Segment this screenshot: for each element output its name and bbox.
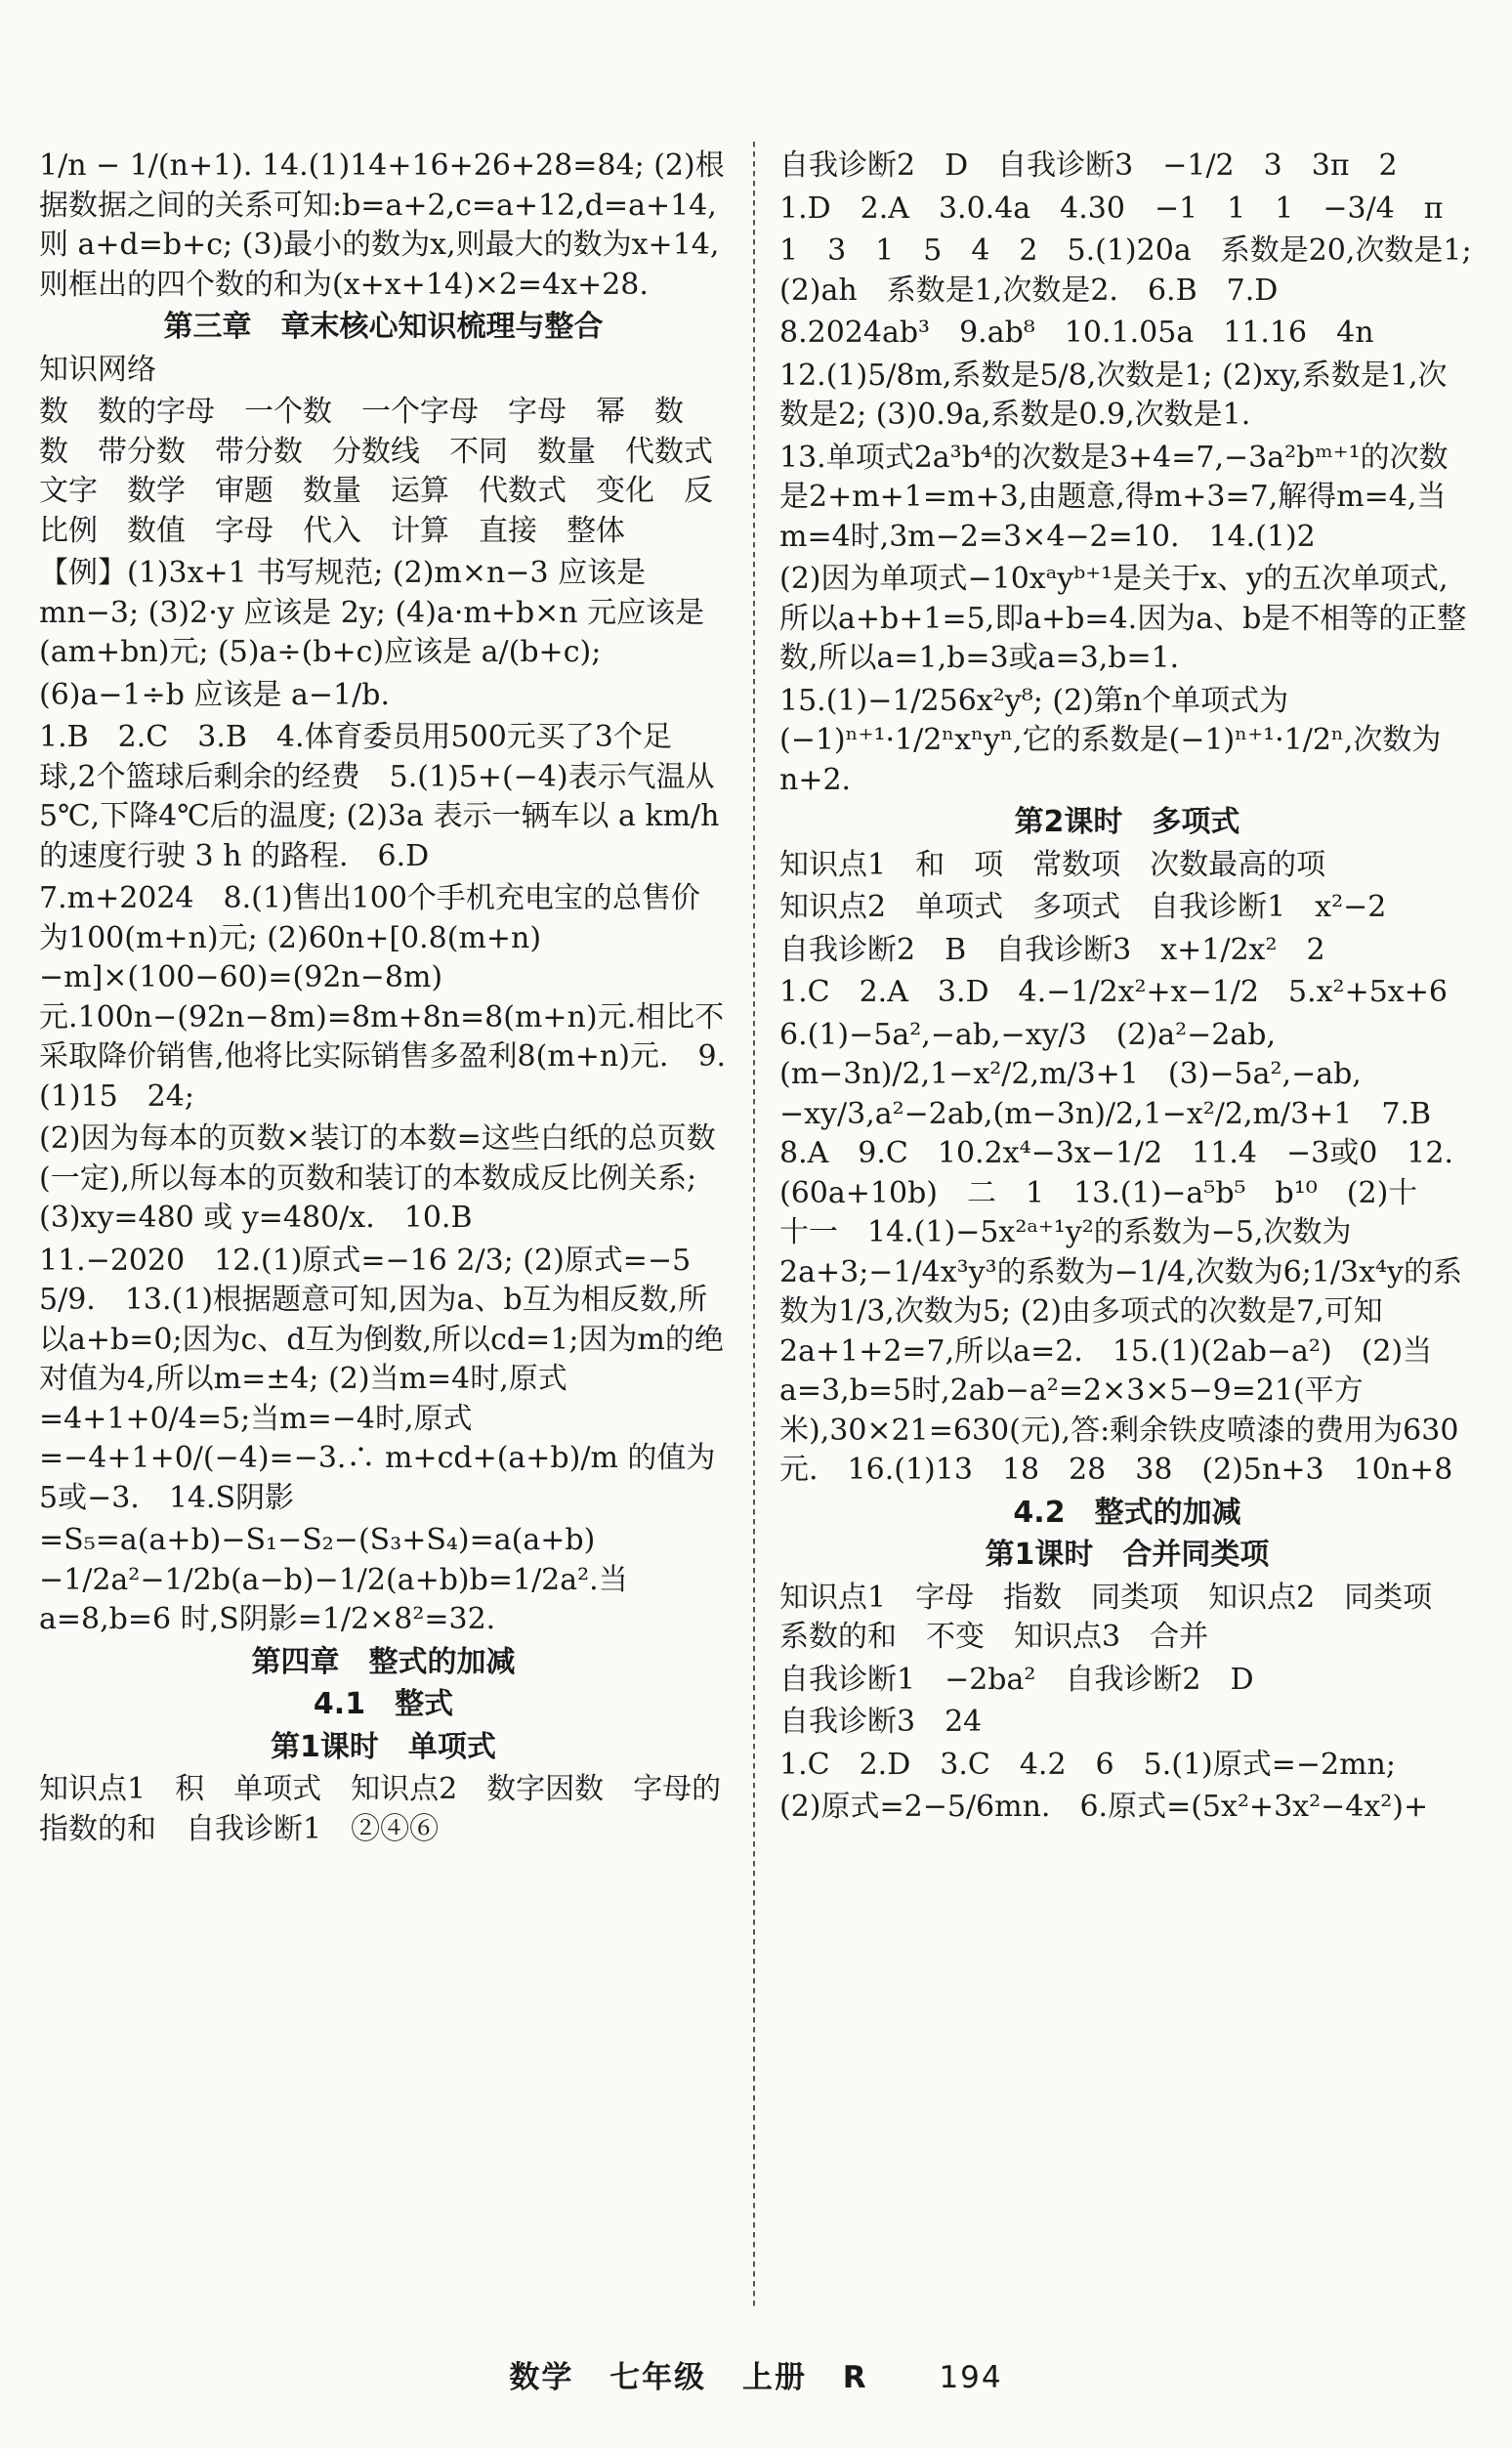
answer-paragraph: 12.(1)5/8m,系数是5/8,次数是1; (2)xy,系数是1,次数是2; (3)0.9a,系数是0.9,次数是1. xyxy=(779,358,1448,432)
answer-paragraph: 自我诊断2 D 自我诊断3 −1/2 3 3π 2 xyxy=(779,148,1398,183)
section-heading: 第2课时 多项式 xyxy=(1014,805,1240,839)
answer-paragraph: 1.D 2.A 3.0.4a 4.30 −1 1 1 −3/4 π xyxy=(779,190,1444,226)
answer-paragraph: 知识点1 积 单项式 知识点2 数字因数 字母的指数的和 自我诊断1 ②④⑥ xyxy=(39,1772,722,1846)
answer-paragraph: 13.单项式2a³b⁴的次数是3+4=7,−3a²bᵐ⁺¹的次数是2+m+1=m+3,由题意,得m+3=7,解得m=4,当m=4时,3m−2=3×4−2=10. 14.(1)2 xyxy=(779,440,1449,554)
section-heading: 第四章 整式的加减 xyxy=(251,1644,516,1679)
answer-paragraph: 1 3 1 5 4 2 5.(1)20a 系数是20,次数是1; (2)ah 系数是1,次数是2. 6.B 7.D xyxy=(779,233,1472,308)
answer-paragraph: (2)因为每本的页数×装订的本数=这些白纸的总页数(一定),所以每本的页数和装订的本数成反比例关系; (3)xy=480 或 y=480/x. 10.B xyxy=(39,1121,716,1235)
answer-paragraph: 知识点1 字母 指数 同类项 知识点2 同类项 系数的和 不变 知识点3 合并 xyxy=(779,1580,1462,1654)
right-column xyxy=(779,147,1475,1831)
answer-paragraph: 知识网络 xyxy=(39,352,156,387)
section-heading: 4.2 整式的加减 xyxy=(1013,1495,1241,1530)
column-divider xyxy=(753,142,755,2310)
left-column xyxy=(39,147,742,1852)
answer-paragraph: 1/n − 1/(n+1). 14.(1)14+16+26+28=84; (2)根据数据之间的关系可知:b=a+2,c=a+12,d=a+14,则 a+d=b+c; (3)最小的数为x,则最大的数为x+14,则框出的四个数的和为(x+x+14)×2=4x+28. xyxy=(39,148,725,302)
answer-paragraph: 7.m+2024 8.(1)售出100个手机充电宝的总售价为100(m+n)元; (2)60n+[0.8(m+n)−m]×(100−60)=(92n−8m)元.100n−(92n−8m)=8m+8n=8(m+n)元.相比不采取降价销售,他将比实际销售多盈利8(m+n)元. 9.(1)15 24; xyxy=(39,881,727,1114)
answer-paragraph: 8.2024ab³ 9.ab⁸ 10.1.05a 11.16 4n xyxy=(779,316,1374,350)
answer-paragraph: 知识点2 单项式 多项式 自我诊断1 x²−2 xyxy=(779,890,1387,924)
answer-paragraph: 自我诊断3 24 xyxy=(779,1705,983,1739)
answer-paragraph: (6)a−1÷b 应该是 a−1/b. xyxy=(39,677,390,712)
section-heading: 4.1 整式 xyxy=(313,1687,454,1721)
answer-paragraph: 数 数的字母 一个数 一个字母 字母 幂 数 数 带分数 带分数 分数线 不同 数量 代数式 文字 数学 审题 数量 运算 代数式 变化 反比例 数值 字母 代入 计算 直接 整体 xyxy=(39,395,742,548)
section-heading: 第1课时 合并同类项 xyxy=(985,1538,1270,1572)
footer-subject: 数学 xyxy=(509,2360,574,2395)
section-heading: 第三章 章末核心知识梳理与整合 xyxy=(163,310,604,344)
footer-volume: 上册 xyxy=(741,2360,807,2395)
answer-paragraph: 15.(1)−1/256x²y⁸; (2)第n个单项式为(−1)ⁿ⁺¹·1/2ⁿxⁿyⁿ,它的系数是(−1)ⁿ⁺¹·1/2ⁿ,次数为n+2. xyxy=(779,683,1442,797)
answer-paragraph: 1.C 2.A 3.D 4.−1/2x²+x−1/2 5.x²+5x+6 xyxy=(779,975,1448,1009)
answer-paragraph: 知识点1 和 项 常数项 次数最高的项 xyxy=(779,847,1326,882)
footer-edition: R xyxy=(842,2360,868,2395)
answer-paragraph: 自我诊断1 −2ba² 自我诊断2 D xyxy=(779,1662,1254,1697)
answer-paragraph: 6.(1)−5a²,−ab,−xy/3 (2)a²−2ab,(m−3n)/2,1−x²/2,m/3+1 (3)−5a²,−ab,−xy/3,a²−2ab,(m−3n)/2,1−x²/2,m/3+1 7.B 8.A 9.C 10.2x⁴−3x−1/2 11.4 −3或0 12.(60a+10b) 二 1 13.(1)−a⁵b⁵ b¹⁰ (2)十 十一 14.(1)−5x²ᵃ⁺¹y²的系数为−5,次数为2a+3;−1/4x³y³的系数为−1/4,次数为6;1/3x⁴y的系数为1/3,次数为5; (2)由多项式的次数是7,可知2a+1+2=7,所以a=2. 15.(1)(2ab−a²) (2)当a=3,b=5时,2ab−a²=2×3×5−9=21(平方米),30×21=630(元),答:剩余铁皮喷漆的费用为630元. 16.(1)13 18 28 38 (2)5n+3 10n+8 xyxy=(779,1017,1462,1487)
answer-paragraph: 1.C 2.D 3.C 4.2 6 5.(1)原式=−2mn; xyxy=(779,1747,1396,1782)
page-footer xyxy=(0,2352,1512,2401)
footer-grade: 七年级 xyxy=(609,2360,707,2395)
answer-paragraph: (2)原式=2−5/6mn. 6.原式=(5x²+3x²−4x²)+ xyxy=(779,1790,1429,1824)
answer-paragraph: 1.B 2.C 3.B 4.体育委员用500元买了3个足球,2个篮球后剩余的经费 5.(1)5+(−4)表示气温从5℃,下降4℃后的温度; (2)3a 表示一辆车以 a km/h 的速度行驶 3 h 的路程. 6.D xyxy=(39,720,720,873)
section-heading: 第1课时 单项式 xyxy=(271,1729,496,1764)
answer-paragraph: 自我诊断2 B 自我诊断3 x+1/2x² 2 xyxy=(779,932,1325,967)
page-number: 194 xyxy=(939,2360,1003,2395)
answer-paragraph: (2)因为单项式−10xᵃyᵇ⁺¹是关于x、y的五次单项式,所以a+b+1=5,即a+b=4.因为a、b是不相等的正整数,所以a=1,b=3或a=3,b=1. xyxy=(779,562,1467,675)
answer-paragraph: 【例】(1)3x+1 书写规范; (2)m×n−3 应该是 mn−3; (3)2·y 应该是 2y; (4)a·m+b×n 元应该是(am+bn)元; (5)a÷(b+c)应该是 a/(b+c); xyxy=(39,556,705,669)
answer-paragraph: =S₅=a(a+b)−S₁−S₂−(S₃+S₄)=a(a+b)−1/2a²−1/2b(a−b)−1/2(a+b)b=1/2a².当 a=8,b=6 时,S阴影=1/2×8²=32. xyxy=(39,1523,628,1636)
answer-paragraph: 11.−2020 12.(1)原式=−16 2/3; (2)原式=−5 5/9. 13.(1)根据题意可知,因为a、b互为相反数,所以a+b=0;因为c、d互为倒数,所以cd=1;因为m的绝对值为4,所以m=±4; (2)当m=4时,原式=4+1+0/4=5;当m=−4时,原式=−4+1+0/(−4)=−3.∴ m+cd+(a+b)/m 的值为5或−3. 14.S阴影 xyxy=(39,1243,724,1515)
